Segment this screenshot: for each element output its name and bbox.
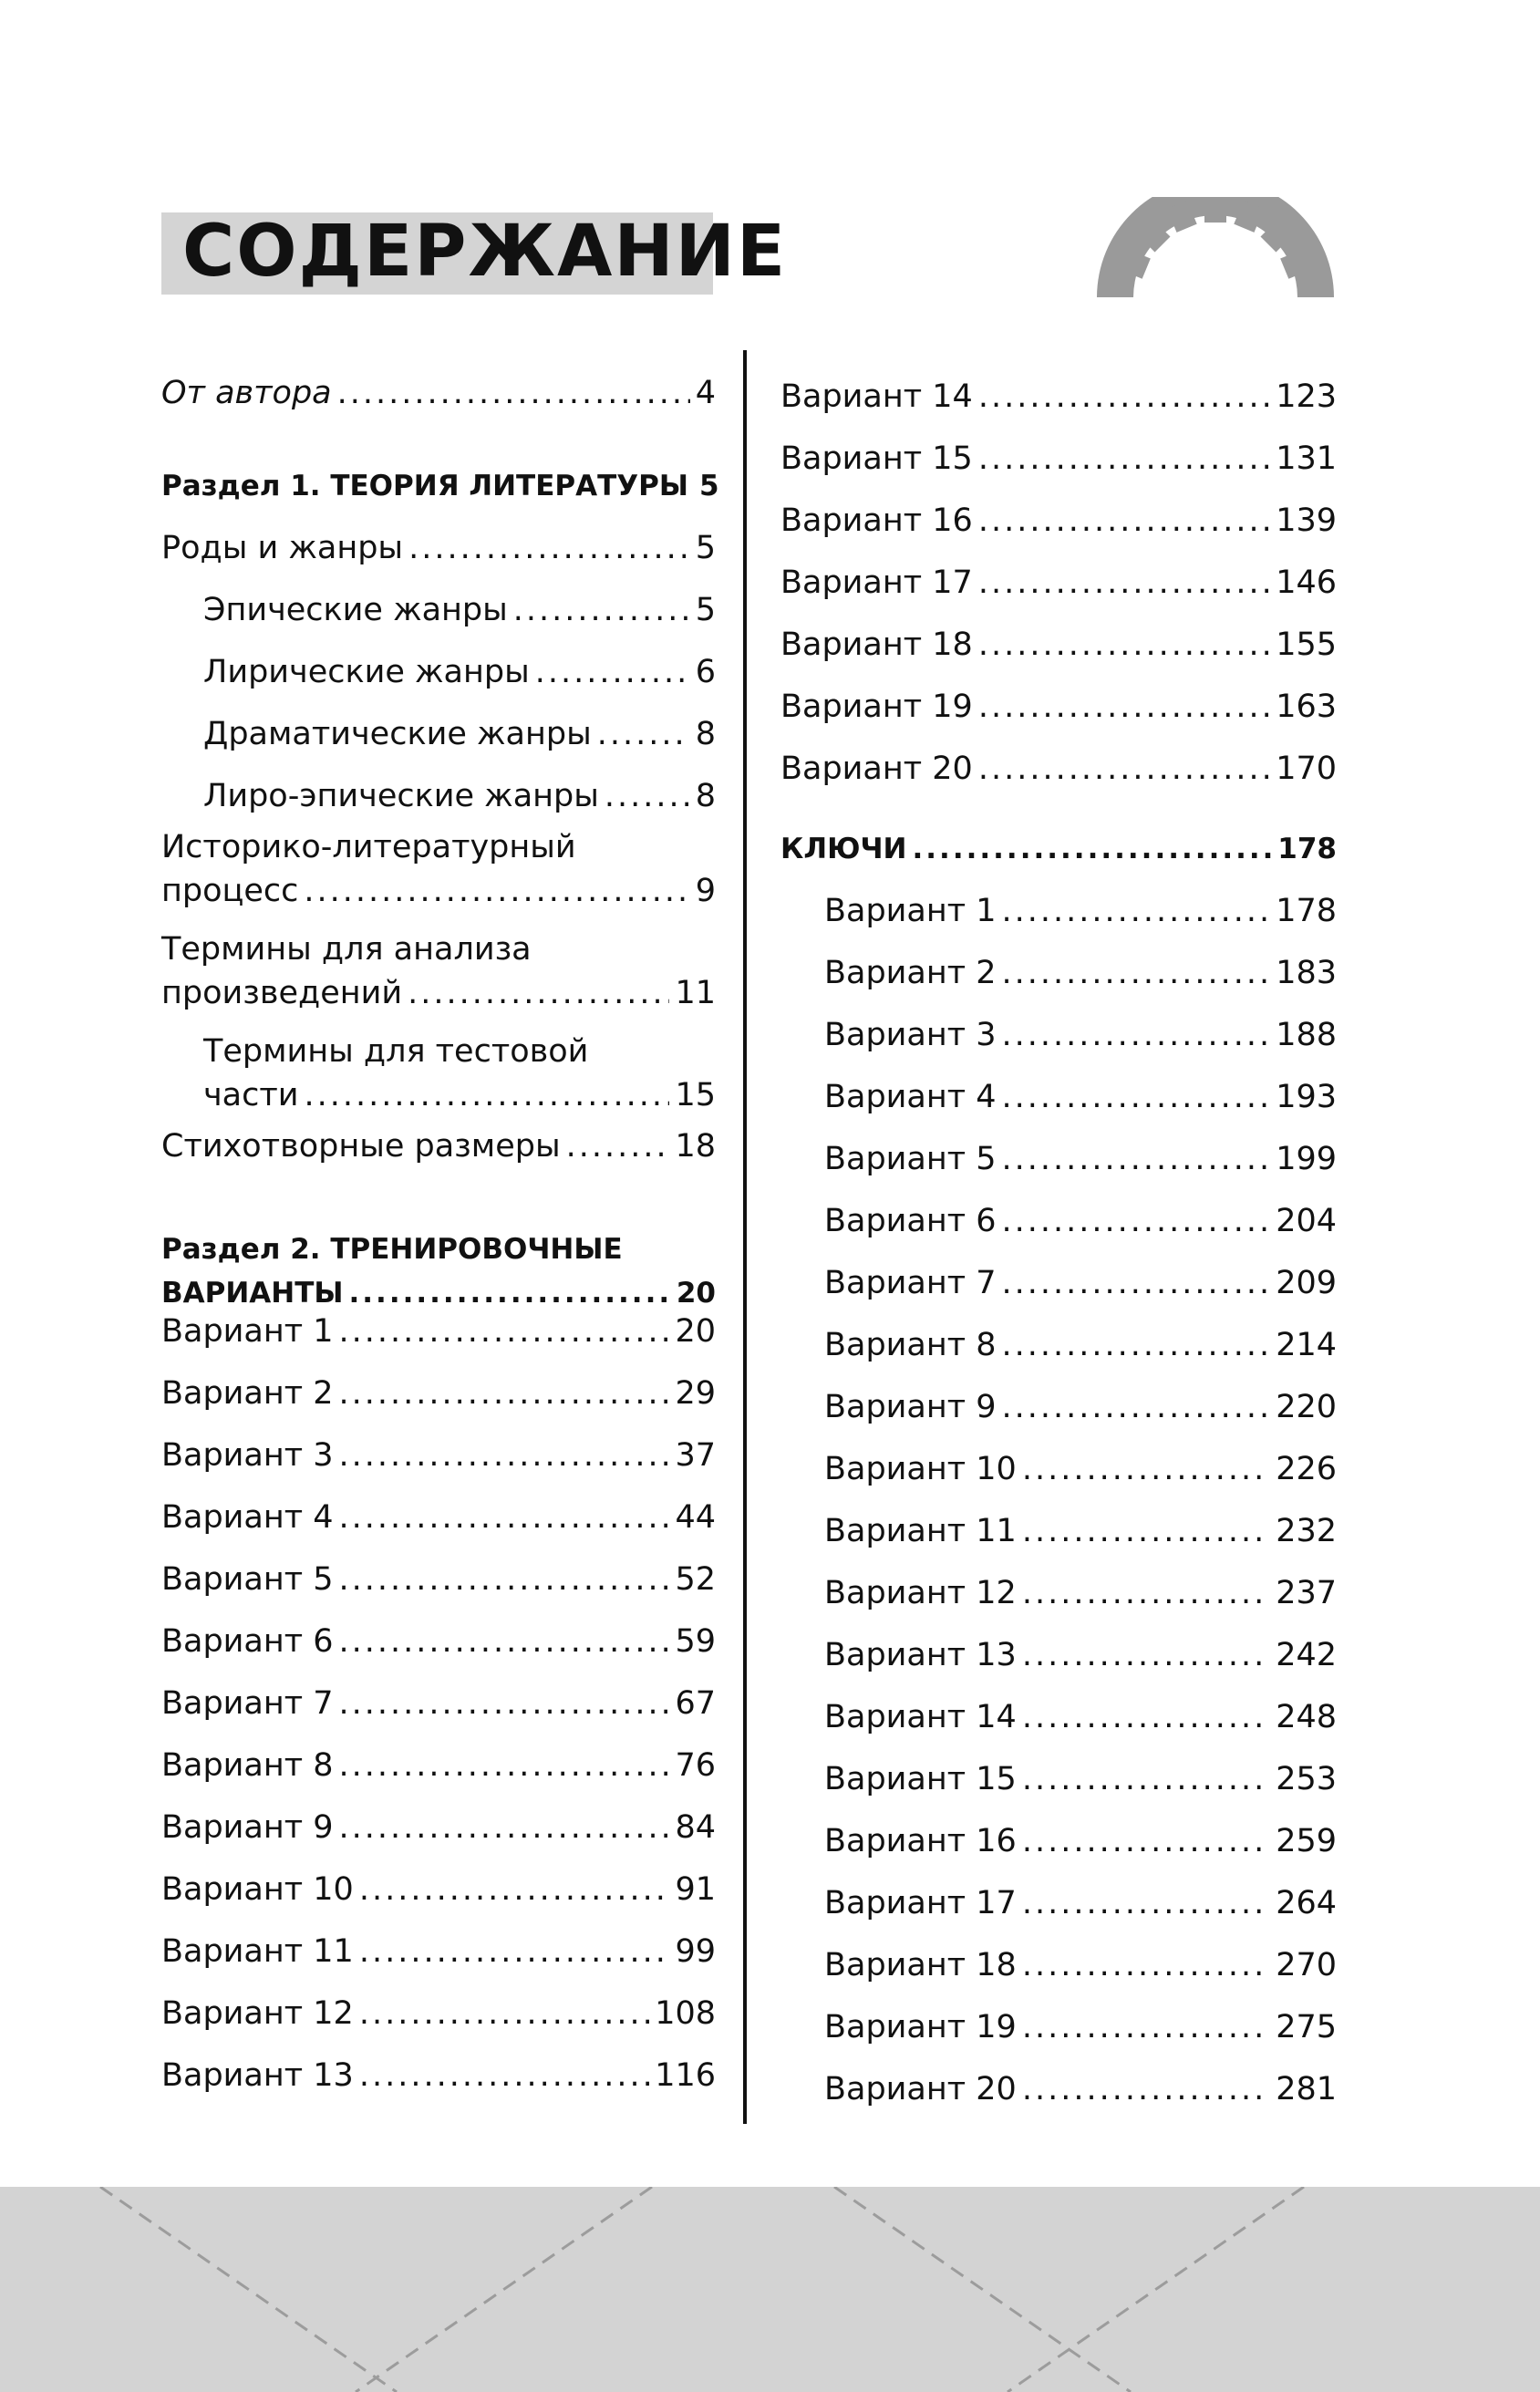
toc-page-number: 220 [1276, 1389, 1337, 1425]
toc-entry [824, 878, 1337, 933]
toc-leader-dots [359, 1992, 649, 2035]
toc-entry-label: Вариант 19 [824, 2009, 1017, 2045]
toc-entry [780, 550, 1337, 605]
toc-page-number: 139 [1276, 502, 1337, 539]
toc-entry [161, 1671, 716, 1725]
toc-page-number: 275 [1276, 2009, 1337, 2045]
toc-entry [824, 1808, 1337, 1863]
toc-entry-label: Вариант 2 [161, 1375, 334, 1412]
toc-entry-label: Вариант 5 [824, 1141, 997, 1177]
toc-page-number: 108 [655, 1995, 716, 2032]
toc-page-number: 264 [1276, 1885, 1337, 1921]
toc-page-number: 18 [675, 1128, 716, 1165]
toc-entry-label: Лирические жанры [203, 654, 530, 690]
toc-page-number: 131 [1276, 440, 1337, 477]
toc-entry-label: Вариант 20 [780, 751, 973, 787]
toc-leader-dots [359, 1930, 670, 1973]
toc-entry-label: Вариант 13 [161, 2057, 354, 2094]
toc-entry [824, 1622, 1337, 1677]
toc-page-number: 253 [1276, 1761, 1337, 1797]
toc-entry [824, 1312, 1337, 1367]
toc-entry-label: Вариант 16 [824, 1823, 1017, 1859]
toc-page-number: 116 [655, 2057, 716, 2094]
toc-leader-dots [339, 1744, 670, 1787]
toc-page-number: 8 [695, 716, 716, 752]
toc-entry-label: Вариант 6 [824, 1203, 997, 1239]
toc-page-number: 37 [675, 1437, 716, 1474]
toc-entry [161, 360, 716, 415]
toc-entry-label: Вариант 1 [161, 1313, 334, 1350]
toc-entry-label: Вариант 19 [780, 689, 973, 725]
toc-entry-label: Вариант 3 [824, 1017, 997, 1053]
toc-entry [161, 1919, 716, 1973]
toc-leader-dots [1022, 1757, 1270, 1801]
toc-entry-label: КЛЮЧИ [780, 833, 907, 865]
toc-leader-dots [339, 1682, 670, 1725]
toc-entry [824, 1436, 1337, 1491]
toc-entry-label: произведений [161, 975, 403, 1011]
page-title: СОДЕРЖАНИЕ [182, 211, 788, 293]
toc-entry-label: процесс [161, 873, 299, 909]
toc-entry [161, 2043, 716, 2097]
toc-entry [161, 515, 716, 570]
toc-entry [203, 1015, 716, 1117]
toc-entry-label: Вариант 16 [780, 502, 973, 539]
toc-page-number: 146 [1276, 564, 1337, 601]
toc-entry-label-line1: Раздел 2. ТРЕНИРОВОЧНЫЕ [161, 1233, 623, 1266]
toc-entry-label: Вариант 9 [824, 1389, 997, 1425]
toc-entry [824, 1250, 1337, 1305]
toc-entry [161, 1299, 716, 1353]
toc-leader-dots [339, 1310, 670, 1353]
toc-entry-label: Вариант 6 [161, 1623, 334, 1660]
toc-page-number: 5 [695, 530, 716, 566]
toc-entry-label: От автора [161, 375, 332, 411]
toc-page-number: 270 [1276, 1947, 1337, 1983]
toc-leader-dots [1002, 1199, 1271, 1243]
toc-leader-dots [513, 588, 690, 632]
toc-entry [780, 488, 1337, 543]
toc-page-number: 76 [675, 1747, 716, 1784]
toc-entry-label: Вариант 20 [824, 2071, 1017, 2107]
toc-entry-label: Вариант 7 [824, 1265, 997, 1301]
toc-page-number: 99 [675, 1933, 716, 1970]
toc-entry-label-line1: Историко-литературный [161, 829, 576, 865]
toc-leader-dots [978, 499, 1270, 543]
toc-entry [780, 816, 1337, 871]
toc-entry-label: Вариант 15 [824, 1761, 1017, 1797]
toc-entry [161, 913, 716, 1015]
toc-entry-label: Вариант 4 [824, 1079, 997, 1115]
toc-entry-label: Роды и жанры [161, 530, 404, 566]
footer-pattern [0, 2187, 1540, 2392]
toc-page-number: 20 [675, 1313, 716, 1350]
toc-leader-dots [1022, 1819, 1270, 1863]
toc-leader-dots [339, 1558, 670, 1601]
toc-leader-dots [339, 1372, 670, 1415]
toc-page-number: 178 [1277, 833, 1337, 865]
toc-entry-label: Вариант 1 [824, 893, 997, 929]
toc-page-number: 188 [1276, 1017, 1337, 1053]
toc-page-number: 8 [695, 778, 716, 814]
toc-entry [824, 1684, 1337, 1739]
toc-entry-label: Вариант 9 [161, 1809, 334, 1846]
toc-page-number: 237 [1276, 1575, 1337, 1611]
toc-page-number: 59 [675, 1623, 716, 1660]
toc-leader-dots [912, 827, 1272, 871]
toc-leader-dots [597, 712, 690, 756]
toc-page-number: 91 [675, 1871, 716, 1908]
toc-entry [824, 2056, 1337, 2111]
toc-leader-dots [1022, 1447, 1270, 1491]
toc-entry-label: Стихотворные размеры [161, 1128, 561, 1165]
toc-leader-dots [1002, 1323, 1271, 1367]
toc-page-number: 6 [695, 654, 716, 690]
toc-leader-dots [339, 1806, 670, 1849]
toc-page-number: 204 [1276, 1203, 1337, 1239]
toc-page-number: 44 [675, 1499, 716, 1536]
toc-entry [780, 612, 1337, 667]
toc-entry [824, 1994, 1337, 2049]
toc-leader-dots [339, 1620, 670, 1663]
toc-leader-dots [978, 623, 1270, 667]
toc-leader-dots [337, 371, 690, 415]
toc-leader-dots [1002, 1261, 1271, 1305]
toc-entry [824, 1064, 1337, 1119]
toc-leader-dots [1022, 2067, 1270, 2111]
toc-page-number: 20 [676, 1277, 716, 1310]
toc-leader-dots [1022, 1633, 1270, 1677]
toc-entry-label: Вариант 10 [824, 1451, 1017, 1487]
toc-page-number: 259 [1276, 1823, 1337, 1859]
toc-entry [824, 1870, 1337, 1925]
toc-page-number: 163 [1276, 689, 1337, 725]
toc-entry [203, 639, 716, 694]
toc-page-number: 11 [675, 975, 716, 1011]
toc-page-number: 170 [1276, 751, 1337, 787]
toc-page-number: 199 [1276, 1141, 1337, 1177]
toc-leader-dots [1002, 1075, 1271, 1119]
toc-entry-label: Вариант 18 [824, 1947, 1017, 1983]
toc-page-number: 9 [695, 873, 716, 909]
gear-icon [1090, 197, 1340, 297]
toc-entry [780, 674, 1337, 729]
toc-entry [824, 1374, 1337, 1429]
toc-entry-label: Вариант 11 [824, 1513, 1017, 1549]
toc-entry [161, 1485, 716, 1539]
toc-entry [203, 763, 716, 818]
toc-entry-label: Вариант 17 [824, 1885, 1017, 1921]
toc-leader-dots [339, 1434, 670, 1477]
toc-entry-label: Раздел 1. ТЕОРИЯ ЛИТЕРАТУРЫ [161, 470, 688, 502]
toc-leader-dots [978, 437, 1270, 481]
toc-page-number: 214 [1276, 1327, 1337, 1363]
toc-entry-label: Эпические жанры [203, 592, 508, 628]
toc-entry [824, 1002, 1337, 1057]
toc-entry-label: Вариант 11 [161, 1933, 354, 1970]
toc-entry [161, 1609, 716, 1663]
toc-leader-dots [1022, 1571, 1270, 1615]
toc-leader-dots [1002, 951, 1271, 995]
toc-entry [824, 1560, 1337, 1615]
toc-entry [161, 1733, 716, 1787]
toc-leader-dots [408, 971, 669, 1015]
toc-leader-dots [1022, 1881, 1270, 1925]
toc-entry [824, 1498, 1337, 1553]
toc-page-number: 232 [1276, 1513, 1337, 1549]
toc-entry-label: части [203, 1077, 299, 1113]
toc-entry-label: Вариант 3 [161, 1437, 334, 1474]
toc-leader-dots [408, 526, 690, 570]
toc-entry-label: Вариант 13 [824, 1637, 1017, 1673]
toc-entry [161, 1423, 716, 1477]
toc-entry-label: Лиро-эпические жанры [203, 778, 599, 814]
toc-entry [780, 736, 1337, 791]
toc-page-number: 5 [698, 470, 719, 502]
toc-leader-dots [1022, 1695, 1270, 1739]
toc-page-number: 52 [675, 1561, 716, 1598]
toc-page-number: 242 [1276, 1637, 1337, 1673]
toc-entry-label-line1: Термины для тестовой [203, 1033, 589, 1070]
toc-entry-label: Драматические жанры [203, 716, 592, 752]
toc-leader-dots [339, 1496, 670, 1539]
toc-page-number: 123 [1276, 378, 1337, 415]
toc-leader-dots [1022, 2005, 1270, 2049]
toc-leader-dots [535, 650, 690, 694]
toc-entry-label: Вариант 12 [824, 1575, 1017, 1611]
toc-entry [161, 1857, 716, 1911]
toc-entry [161, 1547, 716, 1601]
toc-entry-label: Вариант 17 [780, 564, 973, 601]
toc-entry-label: Вариант 10 [161, 1871, 354, 1908]
toc-page-number: 226 [1276, 1451, 1337, 1487]
toc-page-number: 155 [1276, 626, 1337, 663]
toc-entry-label: ВАРИАНТЫ [161, 1277, 344, 1310]
toc-entry-label: Вариант 15 [780, 440, 973, 477]
toc-page-number: 84 [675, 1809, 716, 1846]
toc-page-number: 67 [675, 1685, 716, 1722]
toc-leader-dots [1002, 1385, 1271, 1429]
toc-leader-dots [1002, 889, 1271, 933]
toc-entry-label: Вариант 14 [824, 1699, 1017, 1735]
toc-entry [161, 1113, 716, 1168]
column-divider [743, 350, 747, 2124]
toc-page-number: 5 [695, 592, 716, 628]
toc-entry [161, 811, 716, 913]
toc-leader-dots [305, 1073, 670, 1117]
toc-entry [780, 426, 1337, 481]
toc-leader-dots [359, 2054, 649, 2097]
toc-page-number: 4 [695, 375, 716, 411]
toc-leader-dots [978, 747, 1270, 791]
footer-band [0, 2187, 1540, 2392]
toc-entry [161, 453, 719, 508]
toc-entry-label: Вариант 8 [161, 1747, 334, 1784]
toc-page-number: 281 [1276, 2071, 1337, 2107]
toc-page-number: 183 [1276, 955, 1337, 991]
toc-page-number: 193 [1276, 1079, 1337, 1115]
toc-page-number: 248 [1276, 1699, 1337, 1735]
toc-entry-label: Вариант 7 [161, 1685, 334, 1722]
toc-entry-label: Вариант 5 [161, 1561, 334, 1598]
toc-page-number: 209 [1276, 1265, 1337, 1301]
toc-entry [824, 1932, 1337, 1987]
toc-entry-label-line1: Термины для анализа [161, 931, 532, 968]
toc-entry [161, 1795, 716, 1849]
toc-entry [824, 1126, 1337, 1181]
toc-leader-dots [1022, 1943, 1270, 1987]
toc-entry [203, 701, 716, 756]
toc-page-number: 29 [675, 1375, 716, 1412]
toc-leader-dots [1002, 1013, 1271, 1057]
toc-entry [780, 364, 1337, 419]
toc-leader-dots [978, 375, 1270, 419]
toc-page-number: 178 [1276, 893, 1337, 929]
toc-entry [824, 940, 1337, 995]
toc-entry [203, 577, 716, 632]
toc-leader-dots [1002, 1137, 1271, 1181]
toc-leader-dots [304, 869, 689, 913]
toc-entry-label: Вариант 4 [161, 1499, 334, 1536]
toc-page-number: 15 [675, 1077, 716, 1113]
toc-entry [161, 1361, 716, 1415]
toc-entry-label: Вариант 12 [161, 1995, 354, 2032]
toc-leader-dots [978, 561, 1270, 605]
toc-leader-dots [978, 685, 1270, 729]
toc-entry-label: Вариант 8 [824, 1327, 997, 1363]
toc-entry-label: Вариант 2 [824, 955, 997, 991]
toc-entry-label: Вариант 18 [780, 626, 973, 663]
toc-entry [161, 1981, 716, 2035]
toc-leader-dots [359, 1868, 670, 1911]
toc-entry [824, 1746, 1337, 1801]
toc-entry [824, 1188, 1337, 1243]
toc-entry-label: Вариант 14 [780, 378, 973, 415]
toc-leader-dots [1022, 1509, 1270, 1553]
toc-leader-dots [566, 1124, 670, 1168]
